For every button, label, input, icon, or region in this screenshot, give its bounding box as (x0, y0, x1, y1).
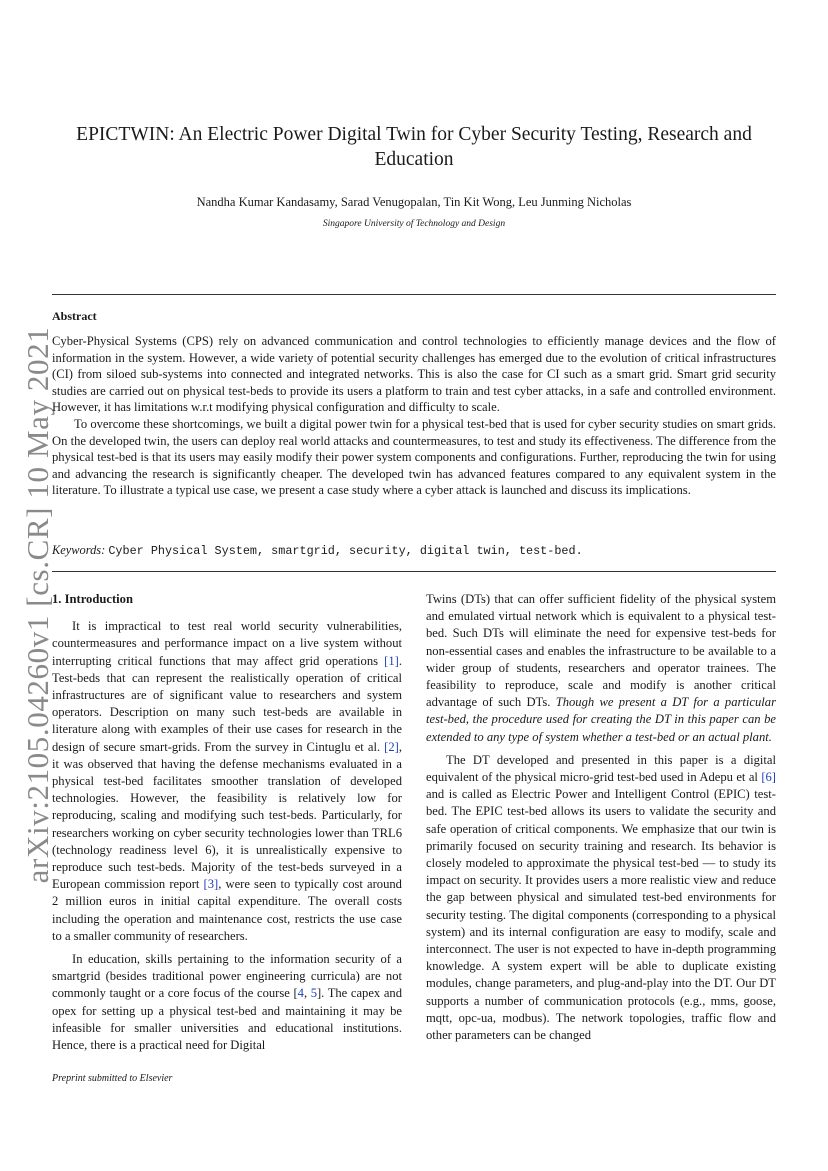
affiliation: Singapore University of Technology and Design (322, 219, 506, 229)
text-run: , were seen to typically cost around 2 million euros in initial capital expenditure. The overall costs including the operation and maintenance cost, restricts the use case to a smaller community of researchers. (52, 877, 402, 943)
paper-title: EPICTWIN: An Electric Power Digital Twin for Cyber Security Testing, Research and Education (76, 124, 752, 170)
citation-link[interactable]: [2] (384, 739, 399, 754)
author-list: Nandha Kumar Kandasamy, Sarad Venugopalan, Tin Kit Wong, Leu Junming Nicholas (196, 195, 632, 209)
bottom-divider (52, 571, 776, 572)
arxiv-identifier-stamp: arXiv:2105.04260v1 [cs.CR] 10 May 2021 (20, 326, 55, 884)
text-run: . Test-beds that can represent the realistically operation of critical infrastructures are of significant value to researchers and system operators. Description on many such test-beds are available in literature along with examples of their use cases for research in the design of secure smart-grids. From the survey in Cintuglu et al. (52, 653, 402, 754)
abstract-paragraph: Cyber-Physical Systems (CPS) rely on advanced communication and control technologies to efficiently manage devices and the flow of information in the system. However, a wide variety of potential security challenges has emerged due to the evolution of critical infrastructures (CI) from siloed sub-systems into connected and integrated networks. This is also the case for CI such as a smart grid. Smart grid security studies are carried out on physical test-beds to provide its users a platform to train and test cyber attacks, in a safe and controlled environment. However, it has limitations w.r.t modifying physical configuration and difficulty to scale. (52, 334, 776, 415)
text-run: The DT developed and presented in this paper is a digital equivalent of the physical micro-grid test-bed used in Adepu et al (426, 752, 776, 785)
body-paragraph (426, 752, 776, 1044)
citation-link[interactable]: 4 (297, 986, 304, 1001)
keywords-label: Keywords: (52, 543, 106, 557)
body-paragraph (52, 951, 402, 1054)
text-run: It is impractical to test real world security vulnerabilities, countermeasures and performance impact on a live system without interrupting critical functions that may affect grid operations (52, 619, 402, 668)
italic-statement: Though we present a DT for a particular test-bed, the procedure used for creating the DT in this paper can be extended to any type of system whether a test-bed or an actual plant. (426, 695, 776, 744)
text-run: Twins (DTs) that can offer sufficient fidelity of the physical system and emulated virtual network which is equivalent to a physical test-bed. Such DTs will eliminate the need for expensive test-beds for non-essential cases and enables the infrastructure to be available to a wider group of students, researchers and operator trainees. The feasibility to reproduce, scale and modify is another critical advantage of such DTs. (426, 592, 776, 710)
citation-link[interactable]: 5 (310, 986, 317, 1001)
section-heading-introduction: 1. Introduction (52, 592, 133, 606)
body-paragraph (426, 591, 776, 746)
abstract-heading: Abstract (52, 309, 97, 323)
keywords-line (52, 543, 776, 558)
abstract-paragraph: To overcome these shortcomings, we built a digital power twin for a physical test-bed that is used for cyber security studies on smart grids. On the developed twin, the users can deploy real world attacks and countermeasures, to test and study its effectiveness. The difference from the physical test-bed is that its users may easily modify their power system components and configurations. Further, reproducing the twin for using and advancing the research is significantly cheaper. The developed twin has advanced features compared to any equivalent system in the literature. To illustrate a typical use case, we present a case study where a cyber attack is launched and discuss its implications. (52, 416, 776, 498)
body-paragraph (52, 618, 402, 945)
text-run: and is called as Electric Power and Intelligent Control (EPIC) test-bed. The EPIC test-bed allows its users to validate the security and safe operation of critical components. We emphasize that our twin is primarily focused on security training and research. Its behavior is closely modeled to approximate the physical test-bed — to study its impact on security. It provides users a more realistic view and reduce the gap between physical and simulated test-bed environments for security testing. The digital components (corresponding to a physical system) and its internal configuration are easy to modify, scale and interconnect. The user is not expected to have in-depth programming knowledge. A system expert will be able to duplicate existing modules, change parameters, and plug-and-play into the DT. Our DT supports a number of communication protocols (e.g., mms, goose, mqtt, opc-ua, modbus). The network topologies, traffic flow and other parameters can be changed (426, 787, 776, 1043)
citation-link[interactable]: [1] (384, 653, 399, 668)
text-run: In education, skills pertaining to the information security of a smartgrid (besides traditional power engineering curricula) are not commonly taught or a core focus of the course [ (52, 952, 402, 1001)
preprint-footer: Preprint submitted to Elsevier (52, 1073, 173, 1084)
citation-link[interactable]: [6] (761, 770, 776, 785)
top-divider (52, 294, 776, 295)
keywords-list: Cyber Physical System, smartgrid, security, digital twin, test-bed. (108, 544, 583, 558)
right-column (426, 591, 776, 1044)
citation-link[interactable]: [3] (203, 877, 219, 892)
text-run: , (303, 986, 311, 1001)
left-column (52, 591, 402, 1054)
text-run: , it was observed that having the defense mechanisms evaluated in a physical test-bed facilitates smoother translation of developed technologies. However, the feasibility is relatively low for reproducing, scaling and modifying such test-beds. Particularly, for researchers working on cyber security technologies lower than TRL6 (technology readiness level 6), it is unrealistically expensive to reproduce such test-beds. Majority of the test-beds surveyed in a European commission report (52, 739, 402, 892)
abstract-body (52, 333, 776, 499)
text-run: ]. The capex and opex for setting up a physical test-bed and maintaining it may be infeasible for smaller universities and educational institutions. Hence, there is a practical need for Digital (52, 986, 403, 1053)
